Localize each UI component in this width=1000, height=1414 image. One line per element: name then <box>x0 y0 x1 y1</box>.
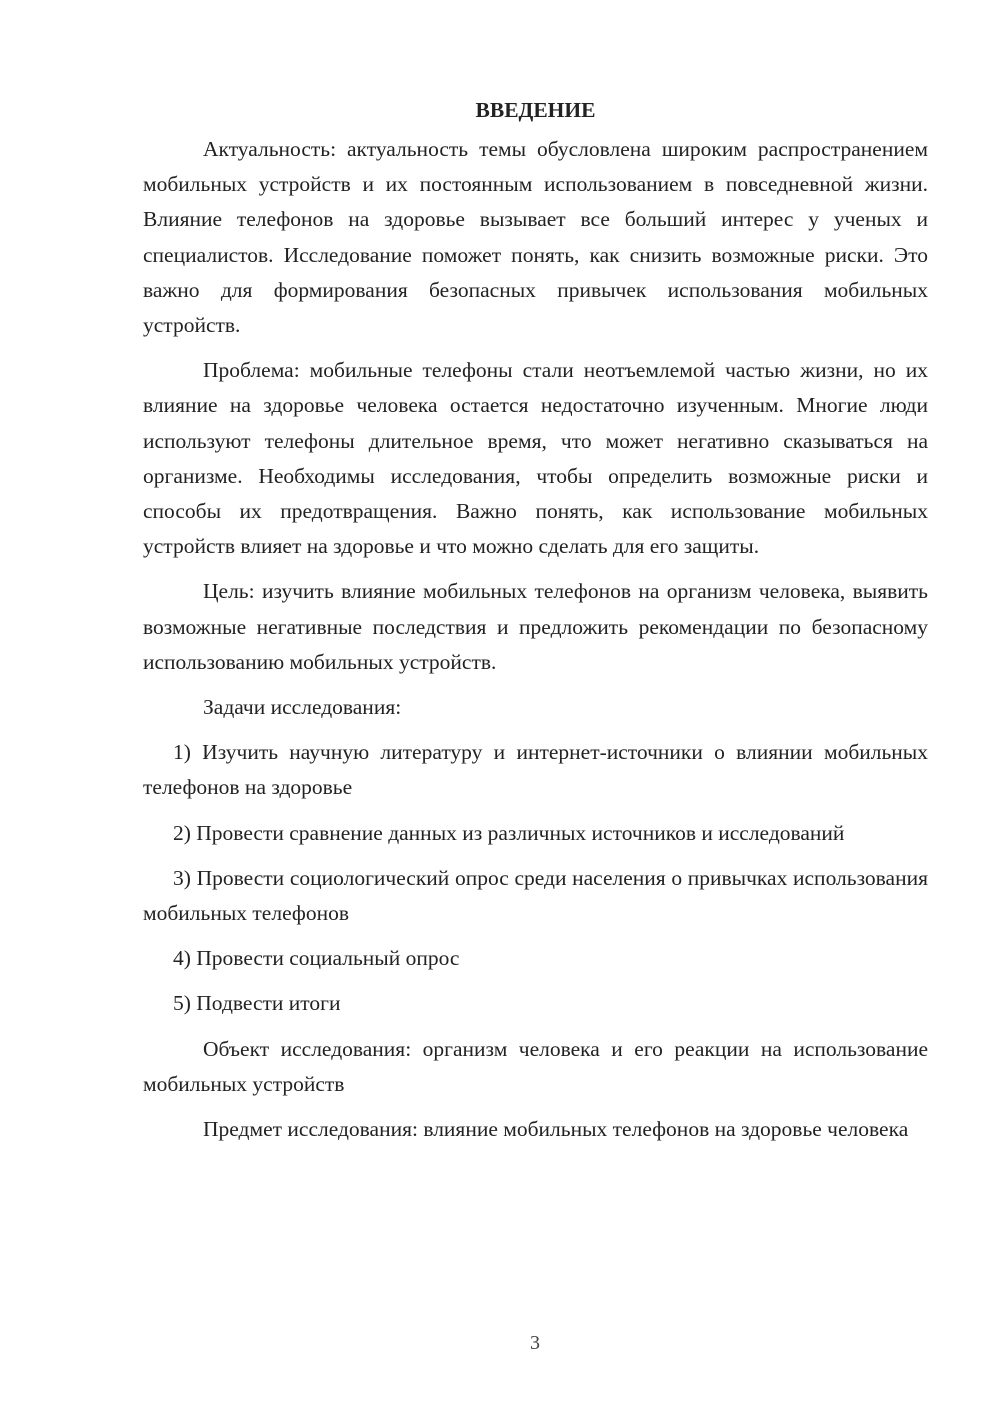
section-title: ВВЕДЕНИЕ <box>475 98 596 122</box>
list-item: 5) Подвести итоги <box>173 991 341 1016</box>
paragraph-goal: Цель: изучить влияние мобильных телефонов на организм человека, выявить возможные негативные последствия и предложить рекомендации по безопасному использованию мобильных устройств. <box>143 579 928 674</box>
document-page <box>143 92 928 1157</box>
paragraph-object: Объект исследования: организм человека и его реакции на использование мобильных устройств <box>143 1036 928 1096</box>
paragraph-subject: Предмет исследования: влияние мобильных телефонов на здоровье человека <box>203 1117 909 1142</box>
tasks-heading: Задачи исследования: <box>203 695 402 720</box>
paragraph-problem: Проблема: мобильные телефоны стали неотъемлемой частью жизни, но их влияние на здоровье человека остается недостаточно изученным. Многие люди используют телефоны длительное время, что может негативно сказываться на организме. Необходимы исследования, чтобы определить возможные риски и способы их предотвращения. Важно понять, как использование мобильных устройств влияет на здоровье и что можно сделать для его защиты. <box>143 358 928 559</box>
list-item: 1) Изучить научную литературу и интернет-источники о влиянии мобильных телефонов на здоровье <box>143 740 928 800</box>
list-item: 3) Провести социологический опрос среди населения о привычках использования мобильных телефонов <box>143 865 928 926</box>
page-number: 3 <box>530 1332 540 1354</box>
tasks-list <box>143 735 928 1021</box>
list-item: 4) Провести социальный опрос <box>173 946 460 971</box>
list-item: 2) Провести сравнение данных из различных источников и исследований <box>173 820 845 845</box>
paragraph-relevance: Актуальность: актуальность темы обусловлена широким распространением мобильных устройств и их постоянным использованием в повседневной жизни. Влияние телефонов на здоровье вызывает все больший интерес у ученых и специалистов. Исследование поможет понять, как снизить возможные риски. Это важно для формирования безопасных привычек использования мобильных устройств. <box>143 137 928 338</box>
